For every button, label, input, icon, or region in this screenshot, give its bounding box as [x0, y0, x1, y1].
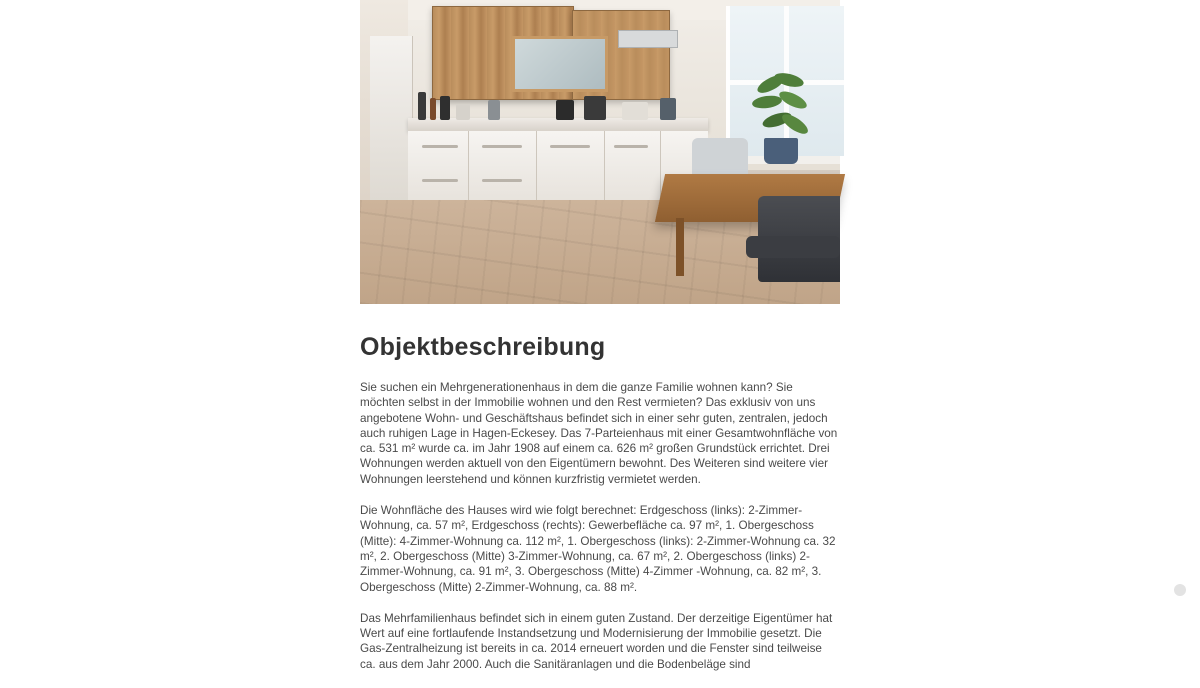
- page-title: Objektbeschreibung: [360, 333, 606, 361]
- description-paragraph-2: Die Wohnfläche des Hauses wird wie folgt berechnet: Erdgeschoss (links): 2-Zimmer-Wohnung, ca. 57 m², Erdgeschoss (rechts): Gewerbefläche ca. 97 m², 1. Obergeschoss (Mitte): 4-Zimmer-Wohnung ca. 112 m², 1. Obergeschoss (links): 2-Zimmer-Wohnung ca. 32 m², 2. Obergeschoss (Mitte) 3-Zimmer-Wohnung, ca. 67 m², 2. Obergeschoss (links) 2-Zimmer-Wohnung, ca. 91 m², 3. Obergeschoss (Mitte) 4-Zimmer -Wohnung, ca. 82 m², 3. Obergeschoss (Mitte) 2-Zimmer-Wohnung, ca. 88 m².: [360, 504, 836, 594]
- plant-pot: [764, 138, 798, 164]
- description-paragraph-3: Das Mehrfamilienhaus befindet sich in einem guten Zustand. Der derzeitige Eigentümer hat Wert auf eine fortlaufende Instandsetzung und Modernisierung der Immobilie gesetzt. Die Gas-Zentralheizung ist bereits in ca. 2014 erneuert worden und die Fenster sind teilweise ca. aus dem Jahr 2000. Auch die Sanitäranlagen und die Bodenbeläge sind: [360, 611, 833, 671]
- description-paragraph-1: Sie suchen ein Mehrgenerationenhaus in dem die ganze Familie wohnen kann? Sie möchten selbst in der Immobilie wohnen und den Rest vermieten? Das exklusiv von uns angebotene Wohn- und Geschäftshaus befindet sich in einer sehr guten, zentralen, jedoch auch ruhigen Lage in Hagen-Eckesey. Das 7-Parteienhaus mit einer Gesamtwohnfläche von ca. 531 m² wurde ca. im Jahr 1908 auf einem ca. 626 m² großen Grundstück errichtet. Drei Wohnungen werden aktuell von den Eigentümern bewohnt. Des Weiteren sind weitere vier Wohnungen leerstehend und können kurzfristig vermietet werden.: [360, 381, 838, 486]
- range-hood: [618, 30, 678, 48]
- property-photo: [360, 0, 840, 304]
- tall-cabinet: [370, 36, 413, 218]
- content-column: [360, 0, 840, 688]
- scroll-indicator[interactable]: [1174, 584, 1186, 596]
- counter-items: [418, 92, 426, 120]
- glass-cabinet: [512, 36, 608, 92]
- description-section: [360, 304, 840, 672]
